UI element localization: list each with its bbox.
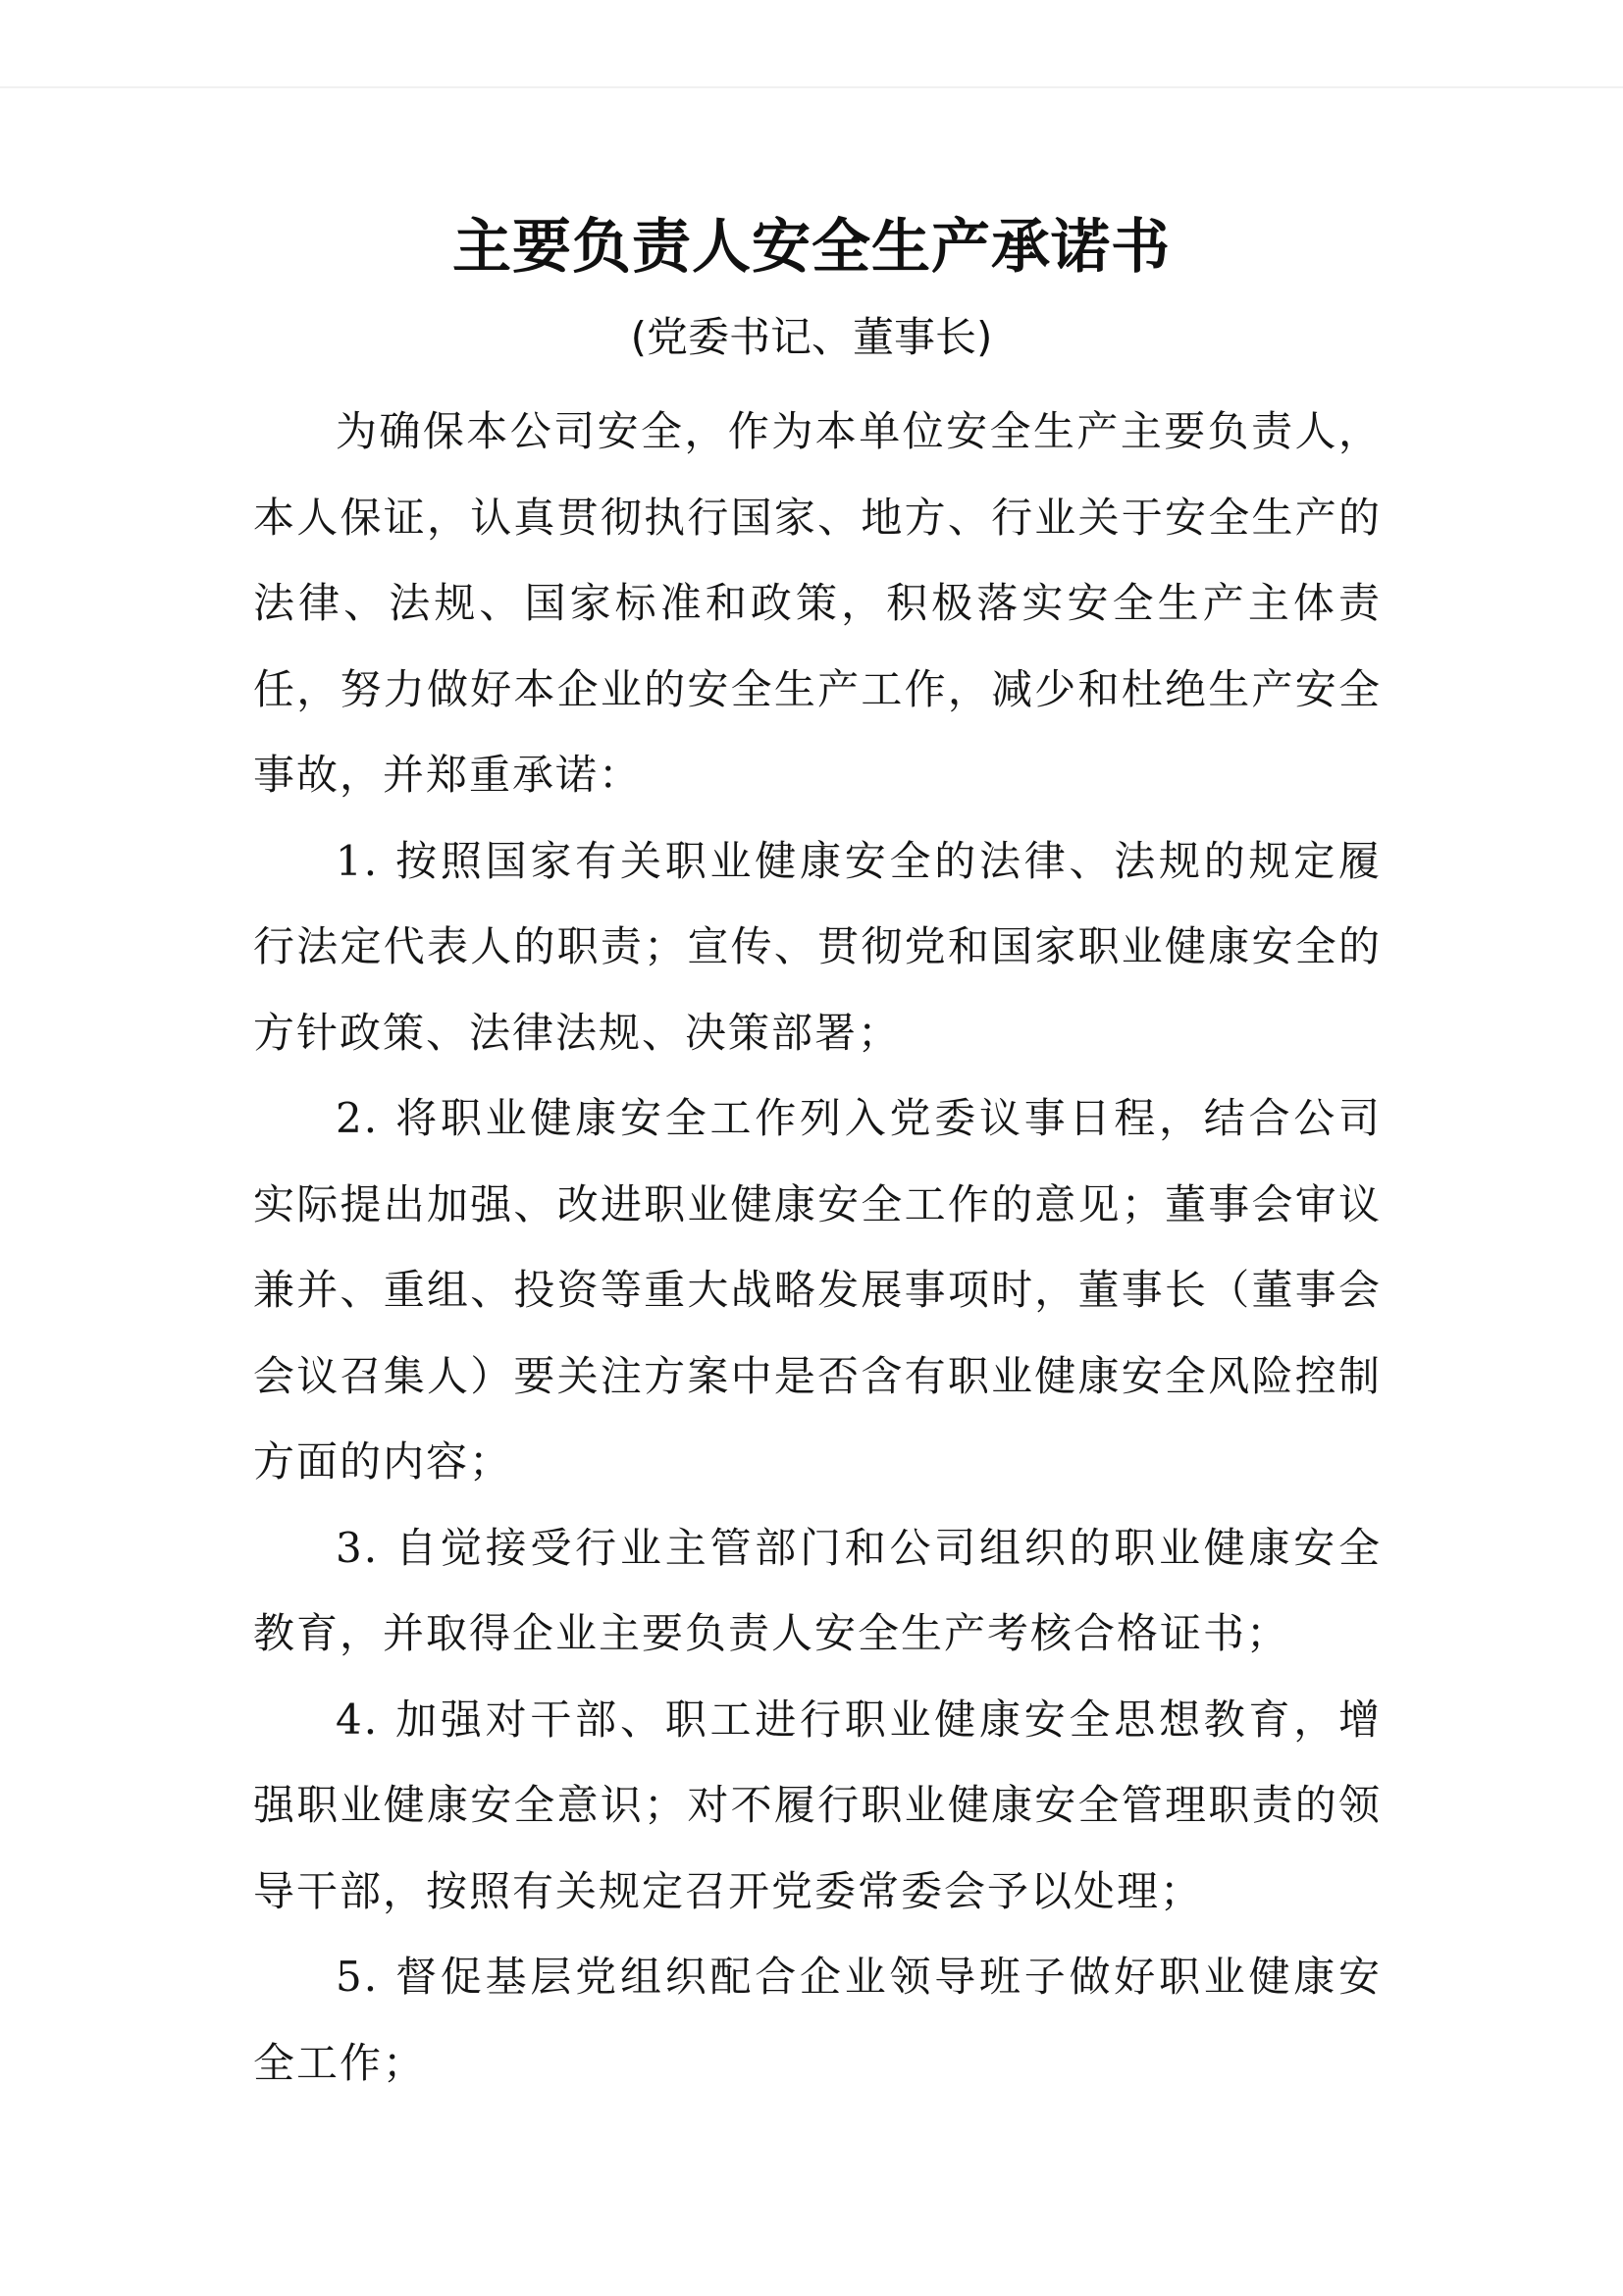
document-subtitle: (党委书记、董事长): [630, 313, 993, 361]
commitment-item-1: 1. 按照国家有关职业健康安全的法律、法规的规定履行法定代表人的职责；宣传、贯彻党和国家职业健康安全的方针政策、法律法规、决策部署；: [253, 836, 1382, 1057]
commitment-item-4: 4. 加强对干部、职工进行职业健康安全思想教育，增强职业健康安全意识；对不履行职业健康安全管理职责的领导干部，按照有关规定召开党委常委会予以处理；: [253, 1695, 1382, 1915]
intro-paragraph: 为确保本公司安全，作为本单位安全生产主要负责人，本人保证，认真贯彻执行国家、地方、行业关于安全生产的法律、法规、国家标准和政策，积极落实安全生产主体责任，努力做好本企业的安全生产工作，减少和杜绝生产安全事故，并郑重承诺：: [253, 407, 1382, 799]
commitment-item-3: 3. 自觉接受行业主管部门和公司组织的职业健康安全教育，并取得企业主要负责人安全生产考核合格证书；: [253, 1523, 1382, 1657]
commitment-item-2: 2. 将职业健康安全工作列入党委议事日程，结合公司实际提出加强、改进职业健康安全工作的意见；董事会审议兼并、重组、投资等重大战略发展事项时，董事长（董事会会议召集人）要关注方案中是否含有职业健康安全风险控制方面的内容；: [253, 1094, 1382, 1486]
scan-edge-line: [0, 86, 1623, 88]
document-body: [253, 389, 1382, 2106]
document-title: 主要负责人安全生产承诺书: [452, 213, 1171, 282]
commitment-item-5: 5. 督促基层党组织配合企业领导班子做好职业健康安全工作；: [253, 1953, 1382, 2087]
